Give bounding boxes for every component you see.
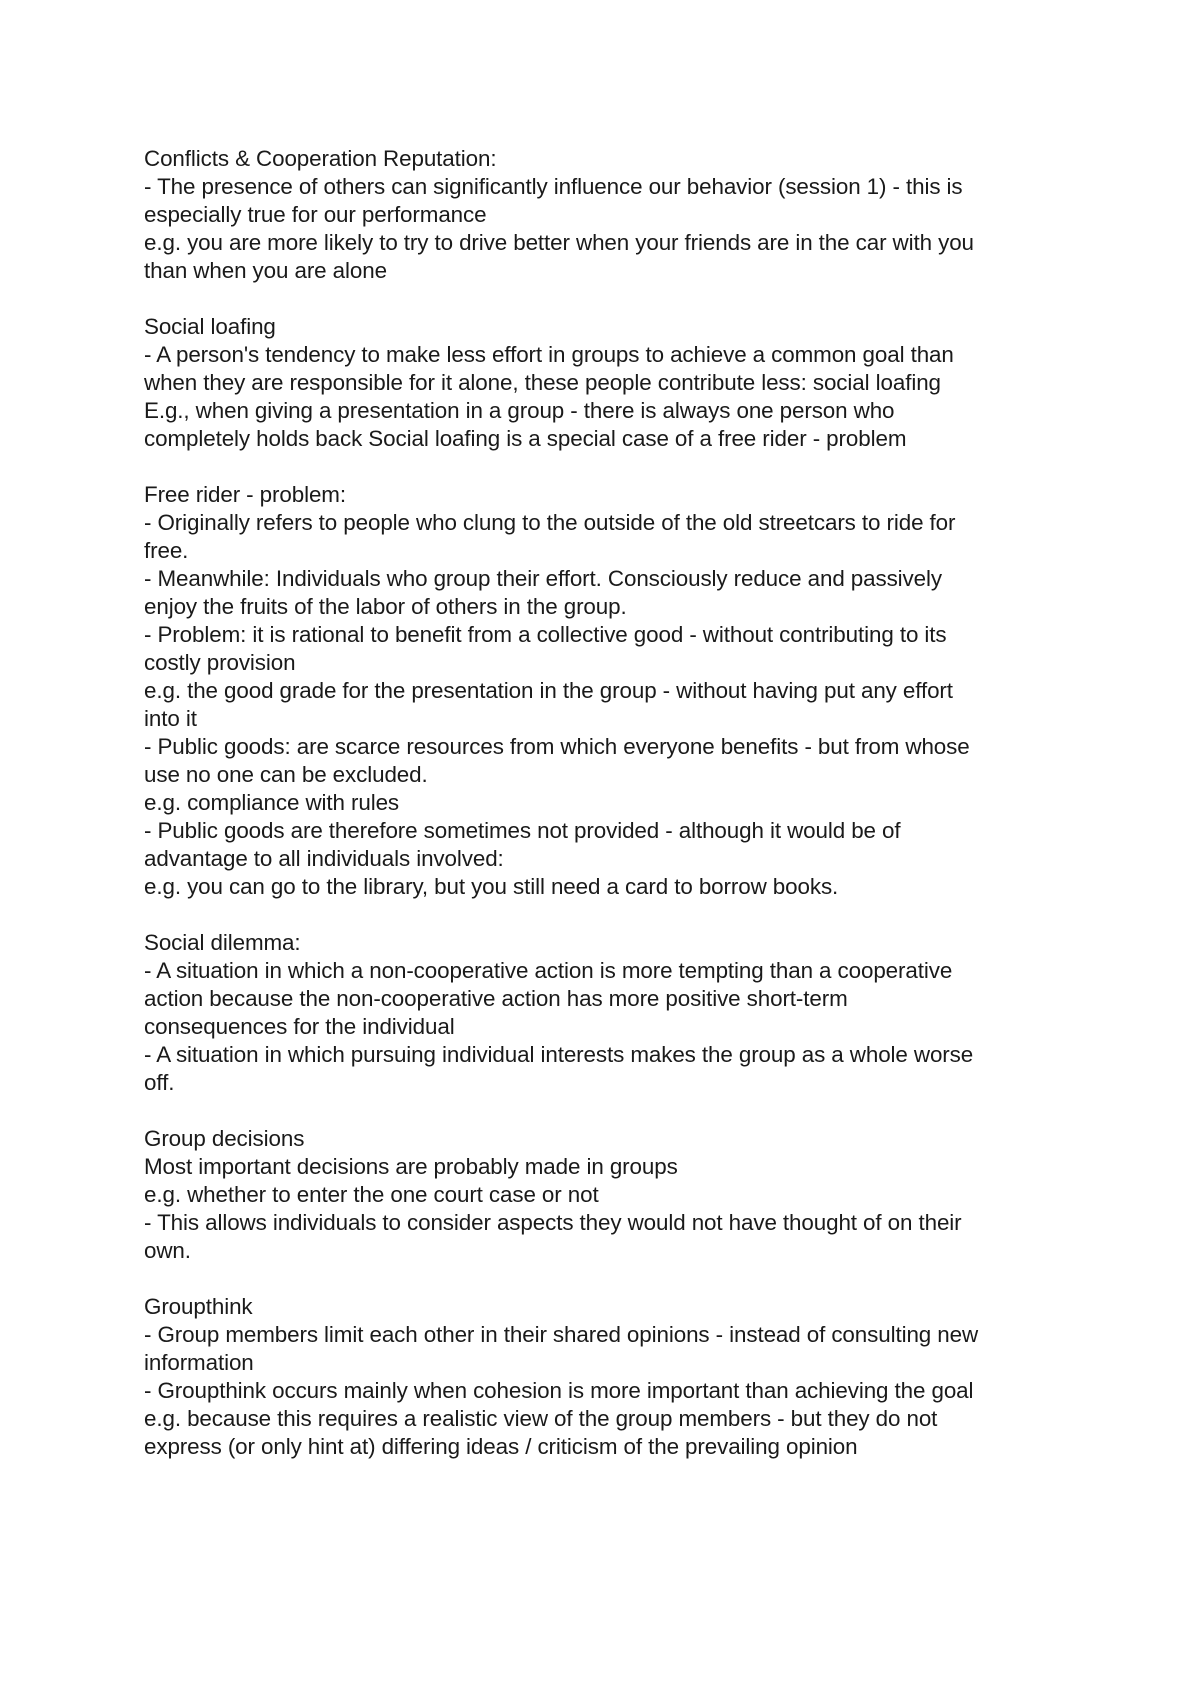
text-line: e.g. you are more likely to try to drive better when your friends are in the car with you xyxy=(144,230,974,255)
document-body xyxy=(144,145,1084,1489)
text-section xyxy=(144,1293,1084,1461)
text-section xyxy=(144,481,1084,901)
text-line: costly provision xyxy=(144,650,296,675)
text-line: - This allows individuals to consider aspects they would not have thought of on their xyxy=(144,1210,962,1235)
text-line: - A situation in which pursuing individual interests makes the group as a whole worse xyxy=(144,1042,974,1067)
section-heading-line: Social dilemma: xyxy=(144,930,301,955)
text-line: E.g., when giving a presentation in a group - there is always one person who xyxy=(144,398,895,423)
text-line: off. xyxy=(144,1070,175,1095)
section-heading-line: Social loafing xyxy=(144,314,276,339)
text-section xyxy=(144,1125,1084,1265)
section-heading-line: Free rider - problem: xyxy=(144,482,346,507)
section-heading-line: Conflicts & Cooperation Reputation: xyxy=(144,146,497,171)
text-section xyxy=(144,145,1084,285)
text-line: - Public goods: are scarce resources from which everyone benefits - but from whose xyxy=(144,734,970,759)
text-line: use no one can be excluded. xyxy=(144,762,428,787)
text-line: enjoy the fruits of the labor of others in the group. xyxy=(144,594,627,619)
text-line: - Meanwhile: Individuals who group their effort. Consciously reduce and passively xyxy=(144,566,942,591)
text-line: - Public goods are therefore sometimes not provided - although it would be of xyxy=(144,818,901,843)
text-line: into it xyxy=(144,706,197,731)
text-line: - Problem: it is rational to benefit from a collective good - without contributing to its xyxy=(144,622,947,647)
text-line: free. xyxy=(144,538,189,563)
text-line: e.g. whether to enter the one court case or not xyxy=(144,1182,599,1207)
text-line: consequences for the individual xyxy=(144,1014,455,1039)
text-line: e.g. you can go to the library, but you still need a card to borrow books. xyxy=(144,874,839,899)
text-line: completely holds back Social loafing is a special case of a free rider - problem xyxy=(144,426,907,451)
text-section xyxy=(144,929,1084,1097)
text-line: e.g. because this requires a realistic view of the group members - but they do not xyxy=(144,1406,938,1431)
text-line: own. xyxy=(144,1238,191,1263)
text-line: - A situation in which a non-cooperative action is more tempting than a cooperative xyxy=(144,958,953,983)
section-heading-line: Groupthink xyxy=(144,1294,253,1319)
text-line: information xyxy=(144,1350,254,1375)
text-line: advantage to all individuals involved: xyxy=(144,846,504,871)
text-line: - A person's tendency to make less effort in groups to achieve a common goal than xyxy=(144,342,954,367)
text-section xyxy=(144,313,1084,453)
text-line: when they are responsible for it alone, these people contribute less: social loafing xyxy=(144,370,941,395)
text-line: express (or only hint at) differing ideas / criticism of the prevailing opinion xyxy=(144,1434,858,1459)
text-line: - Group members limit each other in their shared opinions - instead of consulting new xyxy=(144,1322,979,1347)
text-line: e.g. the good grade for the presentation in the group - without having put any effort xyxy=(144,678,953,703)
text-line: action because the non-cooperative action has more positive short-term xyxy=(144,986,848,1011)
text-line: - The presence of others can significantly influence our behavior (session 1) - this is xyxy=(144,174,963,199)
text-line: - Originally refers to people who clung to the outside of the old streetcars to ride for xyxy=(144,510,956,535)
section-heading-line: Group decisions xyxy=(144,1126,305,1151)
text-line: Most important decisions are probably made in groups xyxy=(144,1154,678,1179)
text-line: - Groupthink occurs mainly when cohesion is more important than achieving the goal xyxy=(144,1378,974,1403)
text-line: than when you are alone xyxy=(144,258,387,283)
text-line: e.g. compliance with rules xyxy=(144,790,400,815)
text-line: especially true for our performance xyxy=(144,202,487,227)
